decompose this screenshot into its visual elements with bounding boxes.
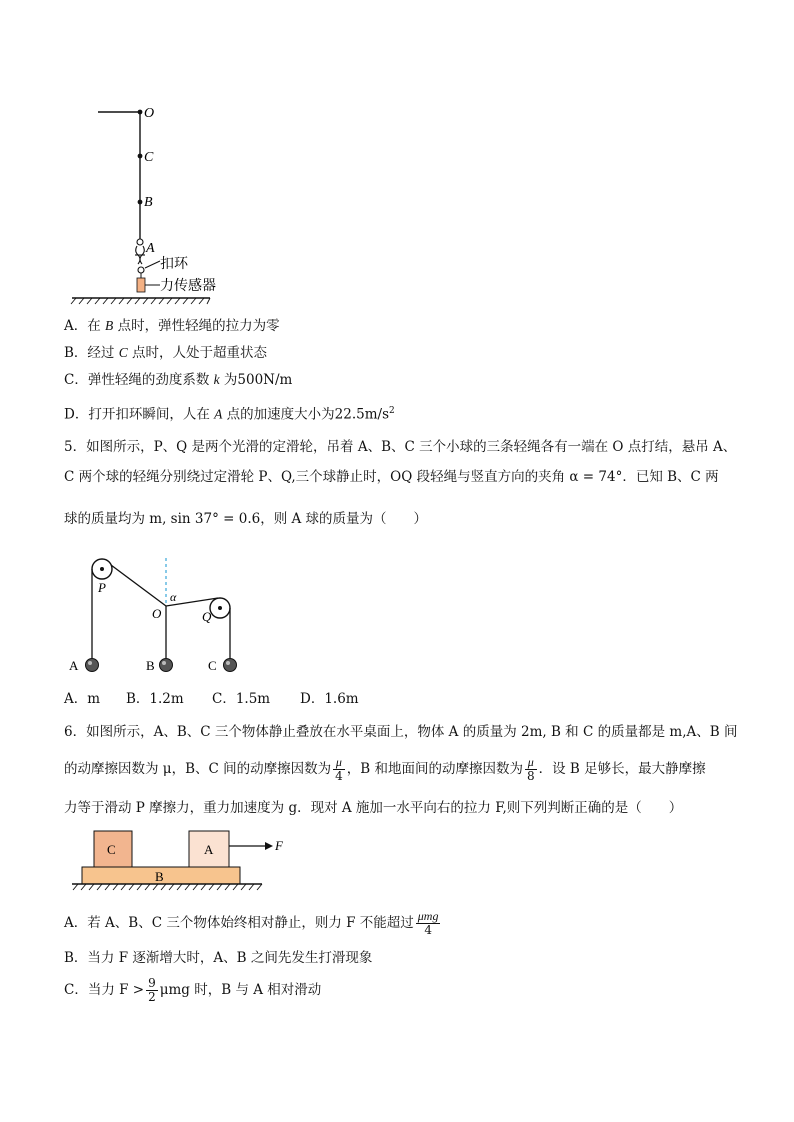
label-alpha: α	[170, 590, 177, 604]
bungee-figure	[60, 95, 260, 310]
ground-hatch	[71, 298, 210, 304]
frac-num: 9	[148, 976, 156, 990]
stem-text: ，B 和地面间的动摩擦因数为	[346, 761, 523, 777]
label-o: O	[144, 106, 155, 121]
q4-option-a	[64, 316, 280, 336]
option-text: μmg 时，B 与 A 相对滑动	[159, 982, 322, 998]
label-f: F	[275, 838, 283, 853]
ball-b	[160, 659, 173, 672]
pulley-p	[92, 559, 112, 579]
label-q: Q	[202, 609, 212, 624]
option-text: D．打开扣环瞬间，人在	[64, 406, 215, 423]
fraction-mu-8	[525, 756, 537, 783]
q5-stem-line-1: 5．如图所示，P、Q 是两个光滑的定滑轮，吊着 A、B、C 三个小球的三条轻绳各有一端在 O 点打结，悬吊 A、	[64, 439, 737, 455]
q6-stem-line-2	[64, 754, 706, 784]
label-ball-b: B	[146, 658, 155, 673]
frac-num: μmg	[417, 909, 439, 923]
option-var: C	[118, 345, 128, 360]
option-text: 点时，弹性轻绳的拉力为零	[113, 318, 280, 334]
superscript: 2	[389, 406, 395, 416]
q6-option-a	[64, 908, 442, 938]
ring-icon	[138, 267, 144, 273]
label-a: A	[204, 842, 214, 857]
frac-num: μ	[525, 756, 537, 770]
ring-label: 扣环	[160, 257, 188, 272]
q6-stem-line-1: 6．如图所示，A、B、C 三个物体静止叠放在水平桌面上，物体 A 的质量为 2m, B 和 C 的质量都是 m,A、B 间	[64, 724, 738, 740]
point-c	[138, 154, 143, 159]
option-text: A．在	[64, 318, 106, 334]
pulley-q	[210, 598, 230, 618]
frac-num: μ	[333, 756, 345, 770]
stem-text: 的动摩擦因数为 μ，B、C 间的动摩擦因数为	[64, 761, 332, 777]
q4-option-c	[64, 370, 292, 390]
q5-stem-line-3: 球的质量均为 m, sin 37° = 0.6，则 A 球的质量为（ ）	[64, 511, 428, 527]
q5-option-d: D．1.6m	[300, 691, 359, 707]
option-text: 点时，人处于超重状态	[127, 345, 268, 361]
point-o	[138, 110, 143, 115]
force-sensor	[137, 278, 145, 292]
ring-pointer	[145, 261, 160, 268]
frac-den: 2	[148, 990, 156, 1004]
label-c: C	[107, 842, 116, 857]
ball-a	[86, 659, 99, 672]
q6-option-c	[64, 974, 321, 1006]
fraction-9-2	[146, 977, 158, 1004]
option-text: A．若 A、B、C 三个物体始终相对静止，则力 F 不能超过	[64, 915, 414, 931]
q5-option-a: A．m	[64, 691, 101, 707]
label-p: P	[98, 580, 106, 595]
frac-den: 4	[335, 769, 343, 783]
label-b: B	[155, 869, 164, 884]
label-c: C	[144, 150, 154, 165]
q4-option-b	[64, 343, 267, 363]
point-b	[138, 200, 143, 205]
q6-stem-line-3: 力等于滑动 P 摩擦力，重力加速度为 g．现对 A 施加一水平向右的拉力 F,则下列判断正确的是（ ）	[64, 800, 683, 816]
option-var: A	[214, 406, 223, 422]
option-var: B	[105, 318, 114, 333]
option-text: 为500N/m	[219, 372, 293, 388]
label-b: B	[144, 195, 153, 210]
sensor-label: 力传感器	[160, 279, 216, 294]
option-text: C．弹性轻绳的劲度系数	[64, 372, 214, 388]
blocks-figure	[70, 826, 310, 896]
person-icon	[135, 239, 145, 264]
q6-option-b: B．当力 F 逐渐增大时，A、B 之间先发生打滑现象	[64, 950, 373, 966]
q5-stem-line-2: C 两个球的轻绳分别绕过定滑轮 P、Q,三个球静止时，OQ 段轻绳与竖直方向的夹角 α = 74°．已知 B、C 两	[64, 469, 719, 485]
table-hatch	[73, 884, 262, 890]
ball-c	[224, 659, 237, 672]
label-ball-c: C	[208, 658, 217, 673]
stem-text: ．设 B 足够长，最大静摩擦	[538, 761, 706, 777]
q5-option-c: C．1.5m	[212, 691, 271, 707]
q5-option-b: B．1.2m	[126, 691, 184, 707]
q4-option-d	[64, 401, 395, 425]
label-a: A	[146, 241, 155, 256]
option-text: C．当力 F >	[64, 982, 145, 998]
label-o: O	[152, 606, 162, 621]
fraction-mumg-4	[416, 910, 441, 937]
fraction-mu-4	[333, 756, 345, 783]
option-text: B．经过	[64, 345, 119, 361]
label-ball-a: A	[69, 658, 79, 673]
frac-den: 4	[424, 923, 432, 937]
arrow-head-icon	[265, 842, 273, 850]
option-text: 点的加速度大小为22.5m/s	[222, 406, 390, 423]
option-var: k	[213, 372, 220, 387]
rope-op	[111, 565, 166, 606]
frac-den: 8	[526, 769, 535, 783]
pulley-figure	[60, 548, 260, 678]
